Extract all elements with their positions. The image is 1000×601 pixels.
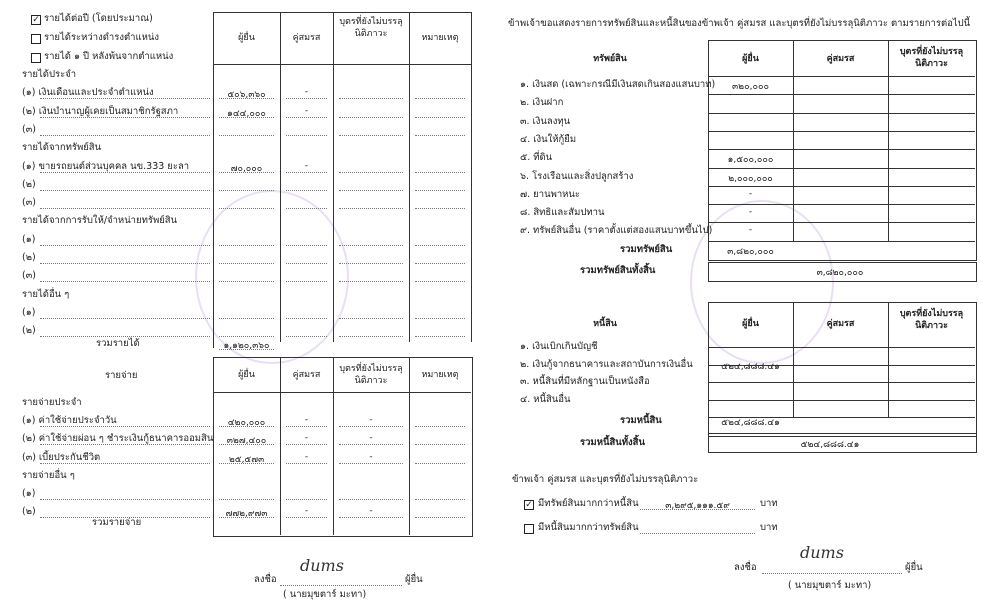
fill-line [286,463,327,464]
income-table-column [409,12,410,342]
expense-section-label: รายจ่ายประจำ [22,397,82,408]
fill-line [339,426,403,427]
fill-line [40,499,210,500]
asset-item-label: ๒. เงินฝาก [520,97,564,109]
income-item-label: (๑) [22,306,36,318]
asset-header-2: คู่สมรส [826,54,855,64]
asset-table-row-rule [708,168,975,169]
signer-name: ( นายมุขตาร์ มะทา) [788,580,872,591]
expense-value-filer: ๔๒๐,๐๐๐ [227,418,266,429]
income-header-0: ผู้ยื่น [238,33,255,43]
fill-line [339,499,403,500]
fill-line [415,336,465,337]
signer-name: ( นายมุขตาร์ มะทา) [283,589,367,600]
asset-table-row-rule [708,222,975,223]
income-table-header-rule [213,64,471,65]
fill-line [40,444,210,445]
fill-line [219,263,274,264]
asset-value-filer: - [748,225,753,236]
fill-line [415,245,465,246]
asset-header-3: บุตรที่ยังไม่บรรลุนิติภาวะ [899,47,964,69]
expense-item-label: (๒) [22,506,36,518]
income-header-3: หมายเหตุ [421,33,459,43]
declaration-intro: ข้าพเจ้าขอแสดงรายการทรัพย์สินและหนี้สินของข้าพเจ้า คู่สมรส และบุตรที่ยังไม่บรรลุนิติภาวะ ตามรายการต่อไปนี้ [508,18,971,29]
expense-header-0: ผู้ยื่น [238,370,255,380]
fill-line [219,499,274,500]
expense-section-label: รายจ่ายอื่น ๆ [22,469,75,481]
income-value-filer: ๑๔๔,๐๐๐ [227,108,266,119]
fill-line [640,533,755,534]
summary-value: ๓,๒๙๕,๑๑๑.๕๙ [665,501,730,511]
summary-label: มีหนี้สินมากกว่าทรัพย์สิน [538,522,639,533]
income-table-column [280,12,281,342]
asset-table-row-rule [708,113,975,114]
asset-item-label: ๖. โรงเรือนและสิ่งปลูกสร้าง [520,170,634,182]
expense-header-1: คู่สมรส [292,370,321,380]
expense-value-child: - [369,415,373,426]
summary-label: มีทรัพย์สินมากกว่าหนี้สิน [538,498,639,509]
fill-line [286,190,327,191]
fill-line [286,318,327,319]
fill-line [286,117,327,118]
debt-table-row-rule [708,382,975,383]
fill-line [40,281,210,282]
asset-table-row-rule [708,131,975,132]
income-value-filer: ๕๐๖,๓๖๐ [227,90,266,101]
asset-value-filer: ๑,๕๐๐,๐๐๐ [727,155,774,166]
income-section-label: รายได้จากการรับให้/จำหน่ายทรัพย์สิน [22,215,178,227]
expense-value-spouse: - [304,415,309,426]
asset-table-column [793,40,794,241]
expense-item-label: (๑) [22,488,36,499]
income-table-top [213,12,471,13]
income-item-label: (๒) [22,325,36,337]
income-value-spouse: - [304,160,309,171]
fill-line [219,318,274,319]
debt-item-label: ๔. หนี้สินอื่น [520,393,571,405]
signature-line [280,585,402,586]
fill-line [339,463,403,464]
fill-line [219,349,274,350]
expense-value-child: - [369,433,373,444]
signature-image: dums [300,556,344,575]
asset-table-header-rule [708,76,975,77]
income-item-label: (๑) เงินเดือนและประจำตำแหน่ง [22,87,154,99]
asset-grand-value: ๓,๘๒๐,๐๐๐ [816,267,864,278]
asset-item-label: ๓. เงินลงทุน [520,115,571,127]
income-value-spouse: - [304,87,309,98]
summary-checkbox[interactable] [524,524,534,534]
asset-table-row-rule [708,149,975,150]
debt-total-value: ๕๒๔,๘๘๘.๔๑ [721,418,780,428]
fill-line [339,517,403,518]
fill-line [415,172,465,173]
income-item-label: (๒) [22,252,36,263]
asset-value-filer: ๓๒๐,๐๐๐ [732,82,769,92]
asset-value-filer: - [748,207,753,218]
income-item-label: (๑) ขายรถยนต์ส่วนบุคคล นข.333 ยะลา [22,160,190,172]
signature-line [762,573,902,574]
fill-line [286,336,327,337]
debt-item-label: ๑. เงินเบิกเกินบัญชี [520,341,598,352]
asset-grand-label: รวมทรัพย์สินทั้งสิ้น [580,264,656,276]
fill-line [40,135,210,136]
debt-table-row-rule [708,400,975,401]
income-total-label: รวมรายได้ [96,338,140,349]
asset-item-label: ๙. ทรัพย์สินอื่น (ราคาตั้งแต่สองแสนบาทขึ้นไป) [520,225,713,237]
debt-total-label: รวมหนี้สิน [620,415,662,426]
fill-line [415,190,465,191]
expense-value-spouse: - [304,451,309,462]
fill-line [286,98,327,99]
asset-table-row-rule [708,241,975,242]
income-table-column [471,12,472,342]
fill-line [219,245,274,246]
fill-line [339,135,403,136]
expense-value-child: - [369,451,373,462]
fill-line [40,190,210,191]
fill-line [40,245,210,246]
sign-prefix: ลงชื่อ [734,562,757,573]
income-value-filer: ๗๐,๐๐๐ [230,163,263,174]
fill-line [219,208,274,209]
fill-line [339,318,403,319]
asset-total-value: ๓,๘๒๐,๐๐๐ [727,246,774,257]
fill-line [415,426,465,427]
fill-line [415,444,465,445]
fill-line [40,318,210,319]
income-header-2: บุตรที่ยังไม่บรรลุนิติภาวะ [339,17,403,39]
debt-item-label: ๓. หนี้สินที่มีหลักฐานเป็นหนังสือ [520,376,650,387]
income-item-label: (๑) [22,233,36,245]
fill-line [286,281,327,282]
expense-value-spouse: - [304,506,309,517]
fill-line [415,318,465,319]
fill-line [286,172,327,173]
fill-line [219,135,274,136]
fill-line [415,208,465,209]
fill-line [286,245,327,246]
fill-line [40,98,210,99]
asset-item-label: ๑. เงินสด (เฉพาะกรณีมีเงินสดเกินสองแสนบาท) [520,79,716,90]
period-checkbox[interactable] [31,53,41,63]
period-label: รายได้ระหว่างดำรงตำแหน่ง [44,32,159,43]
fill-line [219,190,274,191]
debt-table-header-rule [708,347,975,348]
fill-line [286,426,327,427]
period-checkbox[interactable] [31,34,41,44]
fill-line [286,263,327,264]
expense-value-filer: ๒๕,๕๗๓ [228,454,265,465]
expense-table-column [409,357,410,535]
fill-line [415,135,465,136]
debt-item-label: ๒. เงินกู้จากธนาคารและสถาบันการเงินอื่น [520,358,693,370]
fill-line [40,463,210,464]
fill-line [415,517,465,518]
debt-grand-value: ๕๒๔,๘๘๘.๔๑ [800,440,860,450]
asset-header-0: ทรัพย์สิน [593,54,627,64]
expense-value-child: - [369,506,373,517]
asset-item-label: ๕. ที่ดิน [520,152,553,164]
debt-header-2: คู่สมรส [826,319,855,329]
fill-line [40,263,210,264]
fill-line [415,263,465,264]
fill-line [339,190,403,191]
fill-line [415,117,465,118]
debt-header-0: หนี้สิน [593,319,617,329]
fill-line [286,499,327,500]
period-label: รายได้ ๑ ปี หลังพ้นจากตำแหน่ง [44,51,174,62]
expense-header-2: บุตรที่ยังไม่บรรลุนิติภาวะ [339,364,403,386]
expense-item-label: (๒) ค่าใช้จ่ายผ่อน ๆ ชำระเงินกู้ธนาคารออมสิน [22,433,214,445]
asset-table-column [888,40,889,241]
fill-line [286,208,327,209]
asset-value-filer: ๒,๐๐๐,๐๐๐ [728,173,773,184]
summary-unit: บาท [760,522,778,533]
fill-line [415,463,465,464]
fill-line [40,117,210,118]
fill-line [286,135,327,136]
fill-line [339,98,403,99]
summary-unit: บาท [760,498,778,509]
fill-line [40,172,210,173]
expense-item-label: (๑) ค่าใช้จ่ายประจำวัน [22,415,117,427]
income-item-label: (๓) [22,197,36,209]
signature-image: dums [800,543,844,562]
income-section-label: รายได้อื่น ๆ [22,288,70,300]
sign-prefix: ลงชื่อ [254,574,277,585]
income-item-label: (๓) [22,270,36,282]
income-table-column [333,12,334,342]
fill-line [339,245,403,246]
fill-line [339,336,403,337]
asset-item-label: ๗. ยานพาหนะ [520,188,581,200]
asset-table-row-rule [708,186,975,187]
income-total-value: ๑,๑๒๐,๓๖๐ [223,341,270,351]
fill-line [415,499,465,500]
expense-item-label: (๓) เบี้ยประกันชีวิต [22,451,101,463]
sign-suffix: ผู้ยื่น [405,574,423,585]
fill-line [339,263,403,264]
fill-line [339,281,403,282]
asset-value-filer: - [748,188,753,199]
asset-total-label: รวมทรัพย์สิน [620,243,673,255]
income-table-left [213,12,214,348]
income-item-label: (๒) เงินบำนาญผู้เคยเป็นสมาชิกรัฐสภา [22,105,179,117]
asset-header-1: ผู้ยื่น [742,54,759,64]
income-value-spouse: - [304,105,309,116]
period-label: รายได้ต่อปี (โดยประมาณ) [44,13,153,24]
fill-line [286,444,327,445]
fill-line [339,172,403,173]
fill-line [415,281,465,282]
fill-line [339,117,403,118]
debt-header-3: บุตรที่ยังไม่บรรลุนิติภาวะ [899,309,964,331]
expense-table-header-rule [213,392,471,393]
income-section-label: รายได้ประจำ [22,69,77,80]
income-header-1: คู่สมรส [292,33,321,43]
asset-item-label: ๘. สิทธิและสัมปทาน [520,207,605,219]
income-item-label: (๒) [22,178,36,190]
asset-table-row-rule [708,94,975,95]
expense-value-filer: ๗๗๒,๙๗๓ [225,509,268,520]
fill-line [339,208,403,209]
expense-value-filer: ๓๒๗,๔๐๐ [226,436,267,447]
sign-suffix: ผู้ยื่น [905,562,923,573]
debt-value-filer: ๕๒๔,๘๘๘.๔๑ [721,361,780,372]
expense-value-spouse: - [304,433,309,444]
expense-header-3: หมายเหตุ [421,370,459,380]
fill-line [286,517,327,518]
asset-item-label: ๔. เงินให้กู้ยืม [520,133,577,145]
asset-table-row-rule [708,204,975,205]
income-item-label: (๓) [22,123,36,135]
fill-line [219,281,274,282]
fill-line [415,98,465,99]
debt-grand-label: รวมหนี้สินทั้งสิ้น [580,437,645,448]
income-section-label: รายได้จากทรัพย์สิน [22,142,102,154]
fill-line [40,426,210,427]
fill-line [40,208,210,209]
debt-header-1: ผู้ยื่น [742,319,759,329]
expense-title: รายจ่าย [105,370,138,381]
summary-intro: ข้าพเจ้า คู่สมรส และบุตรที่ยังไม่บรรลุนิติภาวะ [512,474,699,485]
summary-checkbox[interactable]: ✓ [525,500,533,510]
period-checkbox[interactable]: ✓ [32,15,40,25]
expense-total-label: รวมรายจ่าย [92,517,142,528]
fill-line [339,444,403,445]
